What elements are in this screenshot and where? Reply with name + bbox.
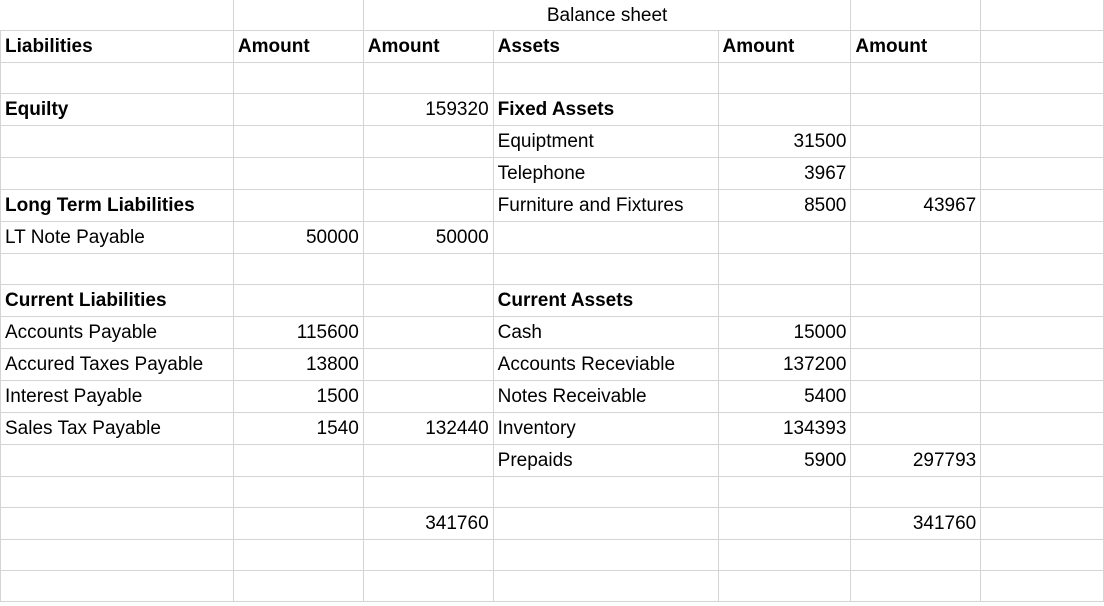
cell[interactable] bbox=[363, 63, 493, 94]
cell[interactable] bbox=[851, 285, 981, 317]
header-assets[interactable]: Assets bbox=[493, 31, 718, 63]
cell[interactable] bbox=[493, 222, 718, 254]
cell[interactable] bbox=[363, 190, 493, 222]
table-row bbox=[1, 540, 1104, 571]
cell[interactable]: Long Term Liabilities bbox=[1, 190, 234, 222]
cell[interactable] bbox=[1, 1, 234, 31]
cell[interactable] bbox=[718, 508, 851, 540]
cell[interactable] bbox=[851, 477, 981, 508]
table-row bbox=[1, 508, 1104, 540]
cell[interactable] bbox=[981, 540, 1104, 571]
cell[interactable] bbox=[718, 94, 851, 126]
cell[interactable] bbox=[981, 413, 1104, 445]
cell[interactable] bbox=[981, 477, 1104, 508]
cell[interactable] bbox=[851, 413, 981, 445]
table-row bbox=[1, 222, 1104, 254]
cell[interactable] bbox=[493, 63, 718, 94]
cell[interactable] bbox=[981, 285, 1104, 317]
cell[interactable] bbox=[1, 445, 234, 477]
cell[interactable] bbox=[981, 349, 1104, 381]
cell[interactable]: 341760 bbox=[363, 508, 493, 540]
cell[interactable] bbox=[981, 222, 1104, 254]
cell[interactable] bbox=[363, 540, 493, 571]
cell[interactable]: 5400 bbox=[718, 381, 851, 413]
cell[interactable] bbox=[233, 477, 363, 508]
cell[interactable] bbox=[718, 477, 851, 508]
cell[interactable] bbox=[851, 571, 981, 602]
cell[interactable]: Furniture and Fixtures bbox=[493, 190, 718, 222]
cell[interactable] bbox=[851, 222, 981, 254]
cell[interactable]: 13800 bbox=[233, 349, 363, 381]
cell[interactable]: Inventory bbox=[493, 413, 718, 445]
table-row bbox=[1, 349, 1104, 381]
table-row bbox=[1, 94, 1104, 126]
cell[interactable] bbox=[363, 349, 493, 381]
cell[interactable] bbox=[363, 381, 493, 413]
cell[interactable]: 297793 bbox=[851, 445, 981, 477]
cell[interactable] bbox=[233, 158, 363, 190]
cell[interactable] bbox=[363, 158, 493, 190]
cell[interactable]: Equiptment bbox=[493, 126, 718, 158]
cell[interactable]: 134393 bbox=[718, 413, 851, 445]
cell[interactable]: 137200 bbox=[718, 349, 851, 381]
cell[interactable]: Fixed Assets bbox=[493, 94, 718, 126]
cell[interactable] bbox=[233, 254, 363, 285]
cell[interactable] bbox=[1, 63, 234, 94]
cell[interactable]: Accounts Payable bbox=[1, 317, 234, 349]
cell[interactable]: Equilty bbox=[1, 94, 234, 126]
cell[interactable] bbox=[363, 571, 493, 602]
cell[interactable] bbox=[363, 477, 493, 508]
cell[interactable]: 8500 bbox=[718, 190, 851, 222]
cell[interactable] bbox=[233, 190, 363, 222]
table-row bbox=[1, 158, 1104, 190]
cell[interactable]: 132440 bbox=[363, 413, 493, 445]
table-row bbox=[1, 63, 1104, 94]
cell[interactable]: Notes Receivable bbox=[493, 381, 718, 413]
cell[interactable]: Accured Taxes Payable bbox=[1, 349, 234, 381]
cell[interactable] bbox=[981, 508, 1104, 540]
cell[interactable]: 341760 bbox=[851, 508, 981, 540]
cell[interactable]: 5900 bbox=[718, 445, 851, 477]
cell[interactable] bbox=[851, 381, 981, 413]
table-row bbox=[1, 254, 1104, 285]
cell[interactable]: LT Note Payable bbox=[1, 222, 234, 254]
table-row bbox=[1, 477, 1104, 508]
cell[interactable] bbox=[233, 285, 363, 317]
cell[interactable] bbox=[363, 285, 493, 317]
cell[interactable] bbox=[851, 349, 981, 381]
cell[interactable]: 1540 bbox=[233, 413, 363, 445]
title-row bbox=[1, 1, 1104, 31]
cell[interactable] bbox=[718, 285, 851, 317]
cell[interactable] bbox=[363, 254, 493, 285]
cell[interactable] bbox=[1, 540, 234, 571]
header-amount[interactable]: Amount bbox=[718, 31, 851, 63]
table-row bbox=[1, 413, 1104, 445]
cell[interactable] bbox=[493, 508, 718, 540]
table-row bbox=[1, 571, 1104, 602]
cell[interactable] bbox=[233, 508, 363, 540]
cell[interactable] bbox=[981, 445, 1104, 477]
cell[interactable] bbox=[981, 571, 1104, 602]
cell[interactable]: 31500 bbox=[718, 126, 851, 158]
cell[interactable] bbox=[233, 126, 363, 158]
cell[interactable] bbox=[233, 1, 363, 31]
cell[interactable] bbox=[851, 540, 981, 571]
cell[interactable] bbox=[981, 126, 1104, 158]
table-row bbox=[1, 317, 1104, 349]
header-amount[interactable]: Amount bbox=[233, 31, 363, 63]
header-row bbox=[1, 31, 1104, 63]
cell[interactable] bbox=[981, 190, 1104, 222]
table-row bbox=[1, 126, 1104, 158]
cell[interactable] bbox=[981, 31, 1104, 63]
table-row bbox=[1, 285, 1104, 317]
cell[interactable] bbox=[851, 63, 981, 94]
table-row bbox=[1, 190, 1104, 222]
cell[interactable]: Accounts Receviable bbox=[493, 349, 718, 381]
cell[interactable]: Telephone bbox=[493, 158, 718, 190]
cell[interactable] bbox=[493, 571, 718, 602]
table-row bbox=[1, 445, 1104, 477]
cell[interactable] bbox=[981, 317, 1104, 349]
cell[interactable] bbox=[718, 63, 851, 94]
header-liabilities[interactable]: Liabilities bbox=[1, 31, 234, 63]
cell[interactable] bbox=[493, 477, 718, 508]
cell[interactable] bbox=[718, 540, 851, 571]
cell[interactable]: Sales Tax Payable bbox=[1, 413, 234, 445]
cell[interactable] bbox=[1, 508, 234, 540]
cell[interactable]: 50000 bbox=[363, 222, 493, 254]
cell[interactable] bbox=[363, 445, 493, 477]
cell[interactable] bbox=[1, 571, 234, 602]
cell[interactable] bbox=[233, 94, 363, 126]
cell[interactable] bbox=[851, 94, 981, 126]
cell[interactable] bbox=[363, 126, 493, 158]
cell[interactable] bbox=[493, 254, 718, 285]
cell[interactable]: 115600 bbox=[233, 317, 363, 349]
cell[interactable]: 3967 bbox=[718, 158, 851, 190]
cell[interactable] bbox=[981, 94, 1104, 126]
cell[interactable] bbox=[233, 571, 363, 602]
cell[interactable] bbox=[851, 317, 981, 349]
cell[interactable] bbox=[1, 477, 234, 508]
cell[interactable]: 159320 bbox=[363, 94, 493, 126]
cell[interactable] bbox=[233, 540, 363, 571]
cell[interactable] bbox=[981, 158, 1104, 190]
cell[interactable]: Cash bbox=[493, 317, 718, 349]
table-row bbox=[1, 381, 1104, 413]
cell[interactable]: Prepaids bbox=[493, 445, 718, 477]
cell[interactable]: Current Assets bbox=[493, 285, 718, 317]
cell[interactable] bbox=[851, 254, 981, 285]
cell[interactable] bbox=[363, 317, 493, 349]
cell[interactable] bbox=[851, 1, 981, 31]
cell[interactable]: 50000 bbox=[233, 222, 363, 254]
cell[interactable]: 43967 bbox=[851, 190, 981, 222]
cell[interactable] bbox=[718, 254, 851, 285]
cell[interactable] bbox=[718, 571, 851, 602]
header-amount[interactable]: Amount bbox=[363, 31, 493, 63]
cell[interactable] bbox=[1, 254, 234, 285]
cell[interactable] bbox=[1, 126, 234, 158]
cell[interactable] bbox=[981, 1, 1104, 31]
cell[interactable] bbox=[233, 63, 363, 94]
cell[interactable]: 15000 bbox=[718, 317, 851, 349]
header-amount[interactable]: Amount bbox=[851, 31, 981, 63]
sheet-title[interactable]: Balance sheet bbox=[363, 1, 851, 31]
cell[interactable] bbox=[981, 254, 1104, 285]
cell[interactable] bbox=[718, 222, 851, 254]
cell[interactable] bbox=[493, 540, 718, 571]
cell[interactable] bbox=[1, 158, 234, 190]
cell[interactable] bbox=[981, 63, 1104, 94]
cell[interactable] bbox=[981, 381, 1104, 413]
cell[interactable] bbox=[851, 126, 981, 158]
cell[interactable]: Interest Payable bbox=[1, 381, 234, 413]
cell[interactable]: Current Liabilities bbox=[1, 285, 234, 317]
cell[interactable]: 1500 bbox=[233, 381, 363, 413]
cell[interactable] bbox=[851, 158, 981, 190]
cell[interactable] bbox=[233, 445, 363, 477]
